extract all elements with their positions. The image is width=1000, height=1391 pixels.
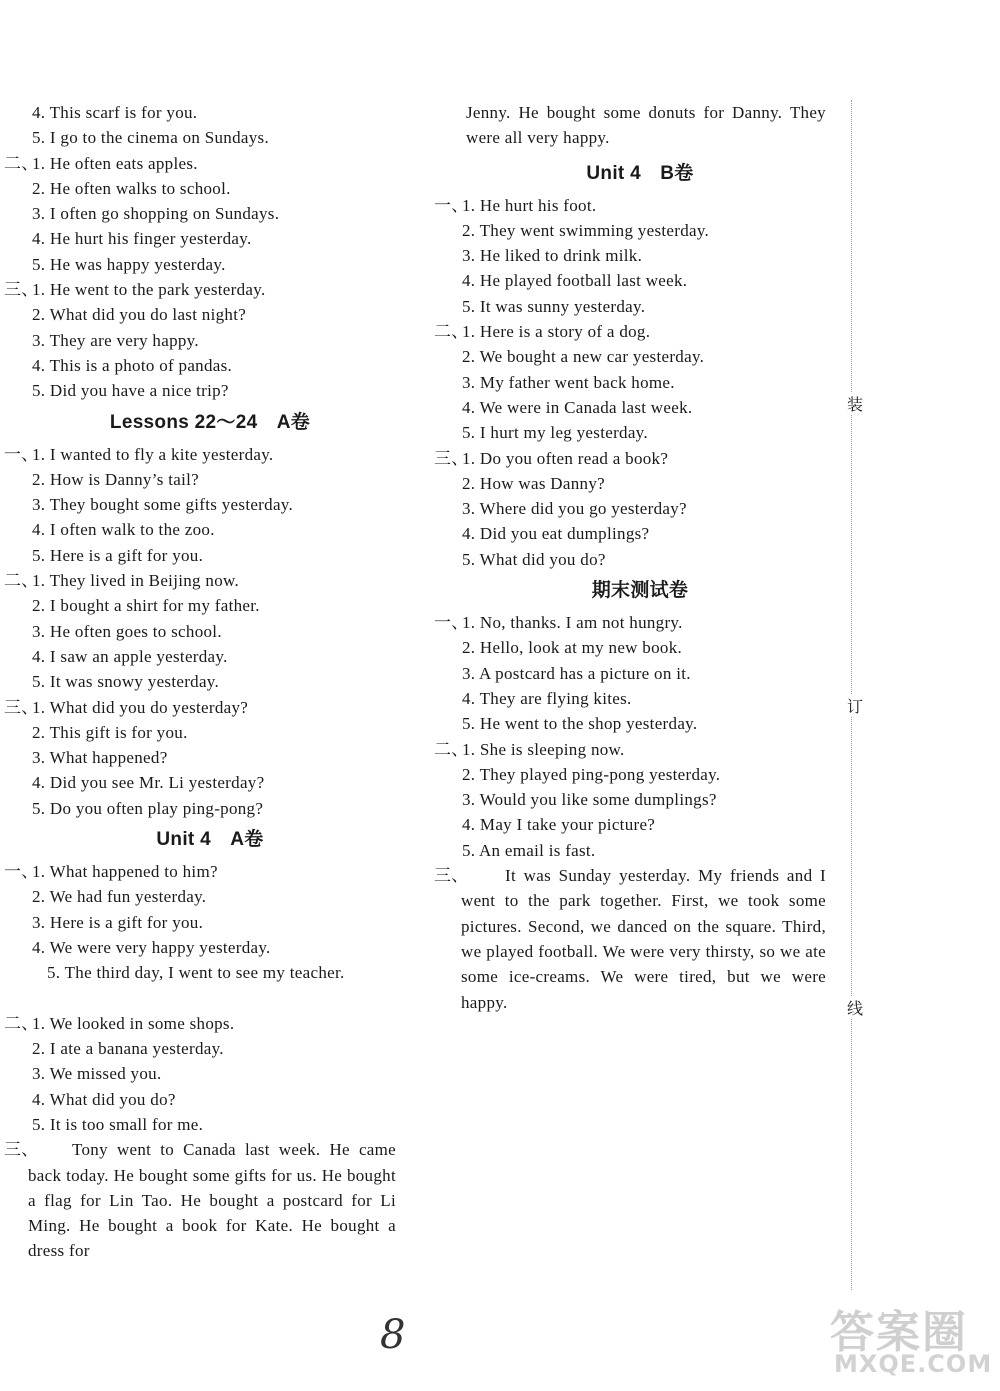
section-marker: 一、 [434,613,469,633]
answer-line [4,1036,396,1061]
section-heading-unit4-b: Unit 4 B卷 [586,162,694,184]
answer-text: 3. Here is a gift for you. [32,912,204,932]
answer-text: 3. I often go shopping on Sundays. [32,204,280,224]
answer-text: 3. He often goes to school. [32,621,222,641]
section-marker: 一、 [4,444,39,464]
answer-text: 2. They played ping-pong yesterday. [462,764,721,784]
answer-line [4,1087,396,1112]
answer-line [4,328,396,353]
answer-text: 5. An email is fast. [462,840,596,860]
right-column [434,100,826,1015]
answer-text: 2. What did you do last night? [32,305,247,325]
answer-line [434,661,826,686]
answer-line [4,745,396,770]
answer-line [434,787,826,812]
answer-text: 4. What did you do? [32,1089,176,1109]
answer-line [434,395,826,420]
answer-line [4,568,396,593]
answer-text: 4. This is a photo of pandas. [32,355,233,375]
answer-line [4,378,396,403]
section-marker: 三、 [434,448,469,468]
answer-line [4,593,396,618]
answer-line [4,770,396,795]
answer-text: 2. How was Danny? [462,473,605,493]
answer-line [4,353,396,378]
answer-line [434,610,826,635]
answer-text: 3. Where did you go yesterday? [462,499,687,519]
answer-text: 5. What did you do? [462,549,606,569]
answer-line [434,547,826,572]
answer-line [4,619,396,644]
answer-line [4,859,396,884]
section-marker: 二、 [4,153,39,173]
answer-text: 5. He went to the shop yesterday. [462,714,698,734]
answer-line [4,1061,396,1086]
answer-text: 1. Do you often read a book? [462,448,669,468]
answer-line [434,521,826,546]
answer-text: 2. This gift is for you. [32,722,188,742]
answer-line [4,695,396,720]
answer-text: 2. He often walks to school. [32,178,231,198]
answer-line [4,176,396,201]
answers-lessons-22-24 [4,442,396,821]
answer-line [434,812,826,837]
answer-text: 3. We missed you. [32,1064,162,1084]
answer-text: 4. He hurt his finger yesterday. [32,229,252,249]
answer-line [434,686,826,711]
answer-passage-unit4-a: 三、 Tony went to Canada last week. He came back today. He bought some gifts for us. He bought a flag for Lin Tao. He bought a postcard for Li Ming. He bought a book for Kate. He bought a dress for [4,1140,396,1261]
watermark-url: MXQE.COM [834,1350,993,1378]
answer-line [434,268,826,293]
answer-text: 4. We were very happy yesterday. [32,937,271,957]
answer-text: 1. He went to the park yesterday. [32,280,266,300]
answer-text: 5. It is too small for me. [32,1114,204,1134]
answer-text: 5. Did you have a nice trip? [32,381,229,401]
answer-text: 2. I bought a shirt for my father. [32,596,260,616]
answer-text: 3. My father went back home. [462,372,675,392]
answers-unit4-b [434,193,826,572]
answer-line [434,635,826,660]
answer-line [4,669,396,694]
answer-text: 2. How is Danny’s tail? [32,469,199,489]
answer-line [4,151,396,176]
answer-text: 4. This scarf is for you. [32,103,198,122]
section-marker: 一、 [4,862,39,882]
answer-text: 1. He hurt his foot. [462,195,597,215]
answer-line [4,100,396,125]
answer-text: 5. It was sunny yesterday. [462,296,646,316]
answer-text: 3. They are very happy. [32,330,199,350]
answer-text: 3. Would you like some dumplings? [462,790,717,810]
answer-text: 1. He often eats apples. [32,153,198,173]
answer-line [434,294,826,319]
watermark-logo [826,1296,996,1386]
answer-text: 1. She is sleeping now. [462,739,625,759]
section-marker: 二、 [4,1013,39,1033]
binding-mark-xian: 线 [845,996,865,1019]
section-heading-lessons-22-24: Lessons 22～24 A卷 [109,411,311,433]
binding-mark-zhuang: 装 [845,392,865,415]
answer-text: 4. Did you see Mr. Li yesterday? [32,773,265,793]
answer-text: 1. No, thanks. I am not hungry. [462,613,683,633]
answer-line [4,910,396,935]
answer-line [4,796,396,821]
answer-text: 3. They bought some gifts yesterday. [32,495,294,515]
answer-text: 1. They lived in Beijing now. [32,571,240,591]
answer-text: 3. A postcard has a picture on it. [462,663,691,683]
section-marker: 二、 [434,322,469,342]
answer-text: 3. What happened? [32,748,168,768]
answer-line [4,492,396,517]
answer-text: 2. They went swimming yesterday. [462,220,710,240]
answer-passage-continued: Jenny. He bought some donuts for Danny. They were all very happy. [466,103,826,148]
section-marker: 一、 [434,195,469,215]
answer-line [434,446,826,471]
answer-line [4,252,396,277]
answer-text: 4. They are flying kites. [462,688,632,708]
answer-text: 5. Do you often play ping-pong? [32,798,264,818]
answer-text: 3. He liked to drink milk. [462,246,643,266]
section-heading-unit4-a: Unit 4 A卷 [156,829,264,851]
answer-line [434,193,826,218]
answer-text: 2. Hello, look at my new book. [462,638,683,658]
answer-line [4,517,396,542]
section-marker: 二、 [4,571,39,591]
answer-text: 5. He was happy yesterday. [32,254,226,274]
answer-line [434,344,826,369]
answer-line [4,125,396,150]
answer-line [4,884,396,909]
answer-line [4,1011,396,1036]
section-marker: 二、 [434,739,469,759]
answers-unit4-a [4,859,396,960]
answer-line [4,543,396,568]
answer-text: 1. I wanted to fly a kite yesterday. [32,444,274,464]
answer-text: 4. We were in Canada last week. [462,397,693,417]
answer-text: 1. What happened to him? [32,862,218,882]
answer-text: 5. I hurt my leg yesterday. [462,423,648,443]
answer-line [434,420,826,445]
answer-text: 4. I often walk to the zoo. [32,520,215,540]
answer-line [434,737,826,762]
answer-line [4,201,396,226]
answer-line [4,720,396,745]
answer-line [4,302,396,327]
answer-line [4,644,396,669]
answer-text: 4. I saw an apple yesterday. [32,646,228,666]
answer-line [434,471,826,496]
answer-line [434,711,826,736]
answer-text: 1. What did you do yesterday? [32,697,249,717]
answer-text: 5. I go to the cinema on Sundays. [32,128,270,148]
answer-passage-final: 三、 It was Sunday yesterday. My friends and I went to the park together. First, we took some pictures. Second, we danced on the square. Third, we played football. We were very thirsty, so we ate some ice-creams. We were tired, but we were happy. [434,866,826,1012]
answers-unit4-a-part2 [4,1011,396,1137]
binding-mark-ding: 订 [845,694,865,717]
page-number: 8 [380,1312,406,1358]
answer-line [4,442,396,467]
answer-line: 5. The third day, I went to see my teacher. [47,963,345,983]
answer-line [434,762,826,787]
answer-text: 1. We looked in some shops. [32,1013,235,1033]
answer-text: 1. Here is a story of a dog. [462,322,651,342]
answer-text: 5. It was snowy yesterday. [32,672,220,692]
answers-final-exam [434,610,826,863]
answer-text: 2. We bought a new car yesterday. [462,347,705,367]
answer-line [4,1112,396,1137]
answer-line [434,243,826,268]
watermark-text: 答案圈 [830,1307,968,1358]
answer-text: 4. Did you eat dumplings? [462,524,650,544]
section-marker: 三、 [4,280,39,300]
answer-text: 5. Here is a gift for you. [32,545,204,565]
answer-line [434,218,826,243]
answer-line [4,935,396,960]
left-column [4,100,396,1264]
answer-line [434,370,826,395]
answer-line [434,496,826,521]
answer-line [4,226,396,251]
answer-text: 2. I ate a banana yesterday. [32,1039,224,1059]
answer-line [434,319,826,344]
section-heading-final-exam: 期末测试卷 [591,580,689,602]
answer-line [434,838,826,863]
answer-line [4,277,396,302]
section-marker: 三、 [4,697,39,717]
answer-text: 4. He played football last week. [462,271,688,291]
answer-line [4,467,396,492]
answer-text: 4. May I take your picture? [462,815,656,835]
answer-text: 2. We had fun yesterday. [32,887,207,907]
answers-previous-section [4,100,396,404]
